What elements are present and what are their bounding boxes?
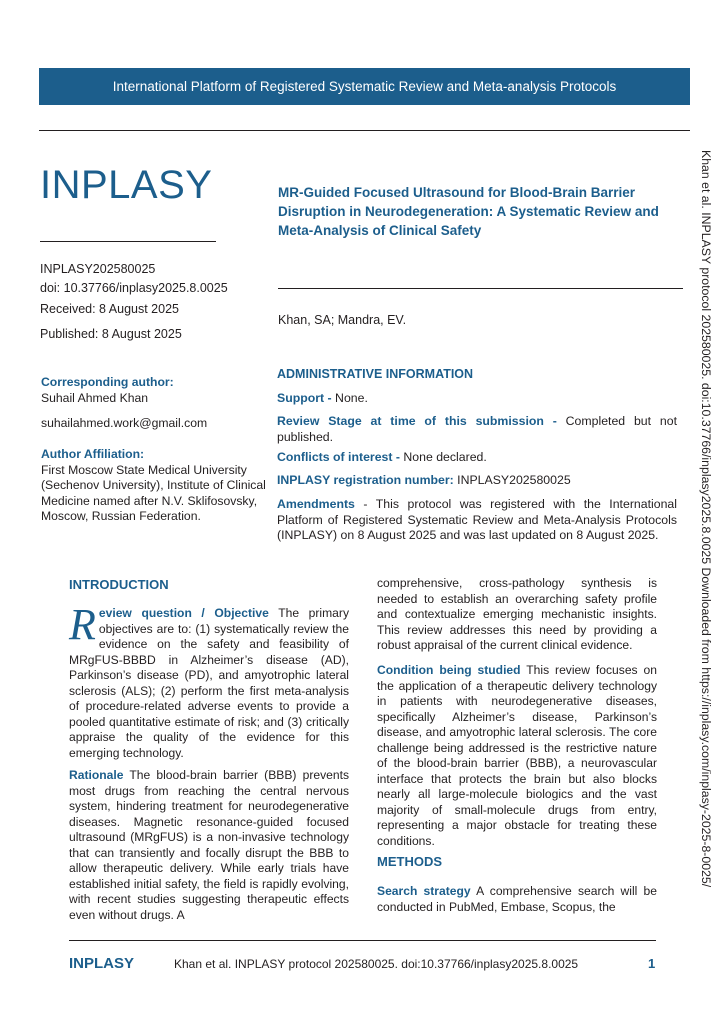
paper-title: MR-Guided Focused Ultrasound for Blood-Brain Barrier Disruption in Neurodegeneration: A Systematic Review and Meta-Analysis of Clinical Safety (278, 185, 659, 238)
rationale-text: The blood-brain barrier (BBB) prevents most drugs from reaching the central nervous system, hindering treatment for neurodegenerative diseases. Magnetic resonance-guided focused ultrasound (MRgFUS) is a non-invasive technology that can transiently and focally disrupt the BBB to allow therapeutic delivery. While early trials have established initial safety, the field is rapidly evolving, with recent studies suggesting therapeutic effects even without drugs. A (69, 768, 349, 922)
condition-label: Condition being studied (377, 663, 521, 677)
footer-rule (69, 940, 656, 941)
registration-label: INPLASY registration number: (277, 473, 454, 487)
search-strategy-label: Search strategy (377, 884, 471, 898)
registration-line (277, 473, 677, 489)
corresponding-email[interactable]: suhailahmed.work@gmail.com (41, 416, 208, 430)
introduction-heading: INTRODUCTION (69, 577, 169, 592)
drop-cap: R (69, 600, 96, 649)
search-strategy-text: A comprehensive search will be conducted in PubMed, Embase, Scopus, the (377, 884, 657, 914)
admin-heading: ADMINISTRATIVE INFORMATION (277, 367, 474, 381)
banner-text: International Platform of Registered Systematic Review and Meta-analysis Protocols (112, 79, 617, 94)
amendments-label: Amendments (277, 497, 355, 511)
affiliation-text: First Moscow State Medical University (Sechenov University), Institute of Clinical Medicine named after N.V. Sklifosovsky, Moscow, Russian Federation. (41, 462, 266, 523)
review-question-paragraph (69, 600, 349, 761)
conflicts-label: Conflicts of interest - (277, 450, 400, 464)
registration-text: INPLASY202580025 (453, 473, 571, 487)
corresponding-label: Corresponding author: (41, 375, 174, 389)
support-label: Support - (277, 391, 332, 405)
page-number: 1 (648, 956, 656, 971)
support-line (277, 391, 677, 407)
platform-banner (39, 68, 690, 105)
published-date: Published: 8 August 2025 (40, 327, 182, 341)
footer-citation: Khan et al. INPLASY protocol 202580025. doi:10.37766/inplasy2025.8.0025 (174, 957, 579, 971)
stage-line (277, 414, 677, 445)
amendments-text: - This protocol was registered with the International Platform of Registered Systematic Review and Meta-Analysis Protocols (INPLASY) on 8 August 2025 and was last updated on 8 August 2025. (277, 497, 677, 542)
doi[interactable]: doi: 10.37766/inplasy2025.8.0025 (40, 281, 228, 295)
side-download-note[interactable]: Khan et al. INPLASY protocol 202580025. doi:10.37766/inplasy2025.8.0025 Downloaded from https://inplasy.com/inplasy-2025-8-0025/ (699, 150, 713, 888)
condition-text: This review focuses on the application of a therapeutic delivery technology in patients with neurodegenerative diseases, specifically Alzheimer’s disease, Parkinson’s disease, and amyotrophic lateral sclerosis. The core challenge being addressed is the restrictive nature of the blood-brain barrier (BBB), a neurovascular interface that protects the brain but also blocks nearly all large-molecule biologics and the vast majority of small-molecule drugs from entry, representing a major obstacle for treating these conditions. (377, 663, 657, 848)
title-rule (278, 288, 683, 289)
corresponding-author (41, 375, 266, 432)
search-strategy-paragraph (377, 884, 657, 915)
condition-paragraph (377, 663, 657, 849)
author-affiliation (41, 447, 266, 525)
affiliation-label: Author Affiliation: (41, 447, 145, 461)
header-rule (39, 130, 690, 131)
corresponding-name: Suhail Ahmed Khan (41, 390, 149, 405)
stage-label: Review Stage at time of this submission - (277, 414, 557, 428)
amendments-line (277, 497, 677, 544)
received-date: Received: 8 August 2025 (40, 302, 179, 316)
brand-rule (40, 241, 216, 242)
conflicts-line (277, 450, 677, 466)
journal-brand: INPLASY (40, 163, 213, 207)
support-text: None. (331, 391, 368, 405)
footer-brand: INPLASY (69, 955, 135, 972)
rationale-label: Rationale (69, 768, 124, 782)
rationale-continued: comprehensive, cross-pathology synthesis is needed to establish an overarching safety profile and contextualize emerging mechanistic insights. This review addresses this need by providing a robust appraisal of the current clinical evidence. (377, 576, 657, 652)
registration-id: INPLASY202580025 (40, 262, 156, 276)
authors: Khan, SA; Mandra, EV. (278, 313, 407, 327)
rationale-paragraph (69, 768, 349, 923)
review-question-label: eview question / Objective (98, 606, 269, 620)
methods-heading: METHODS (377, 854, 442, 869)
review-question-text: The primary objectives are to: (1) systematically review the evidence on the safety and feasibility of MRgFUS-BBBD in Alzheimer’s disease (AD), Parkinson’s disease (PD), and amyotrophic lateral sclerosis (ALS); (2) perform the first meta-analysis of procedure-related adverse events to provide a pooled quantitative estimate of risk; and (3) critically appraise the quality of the evidence for this emerging technology. (69, 606, 349, 760)
stage-text: Completed but not published. (277, 414, 677, 444)
conflicts-text: None declared. (399, 450, 487, 464)
